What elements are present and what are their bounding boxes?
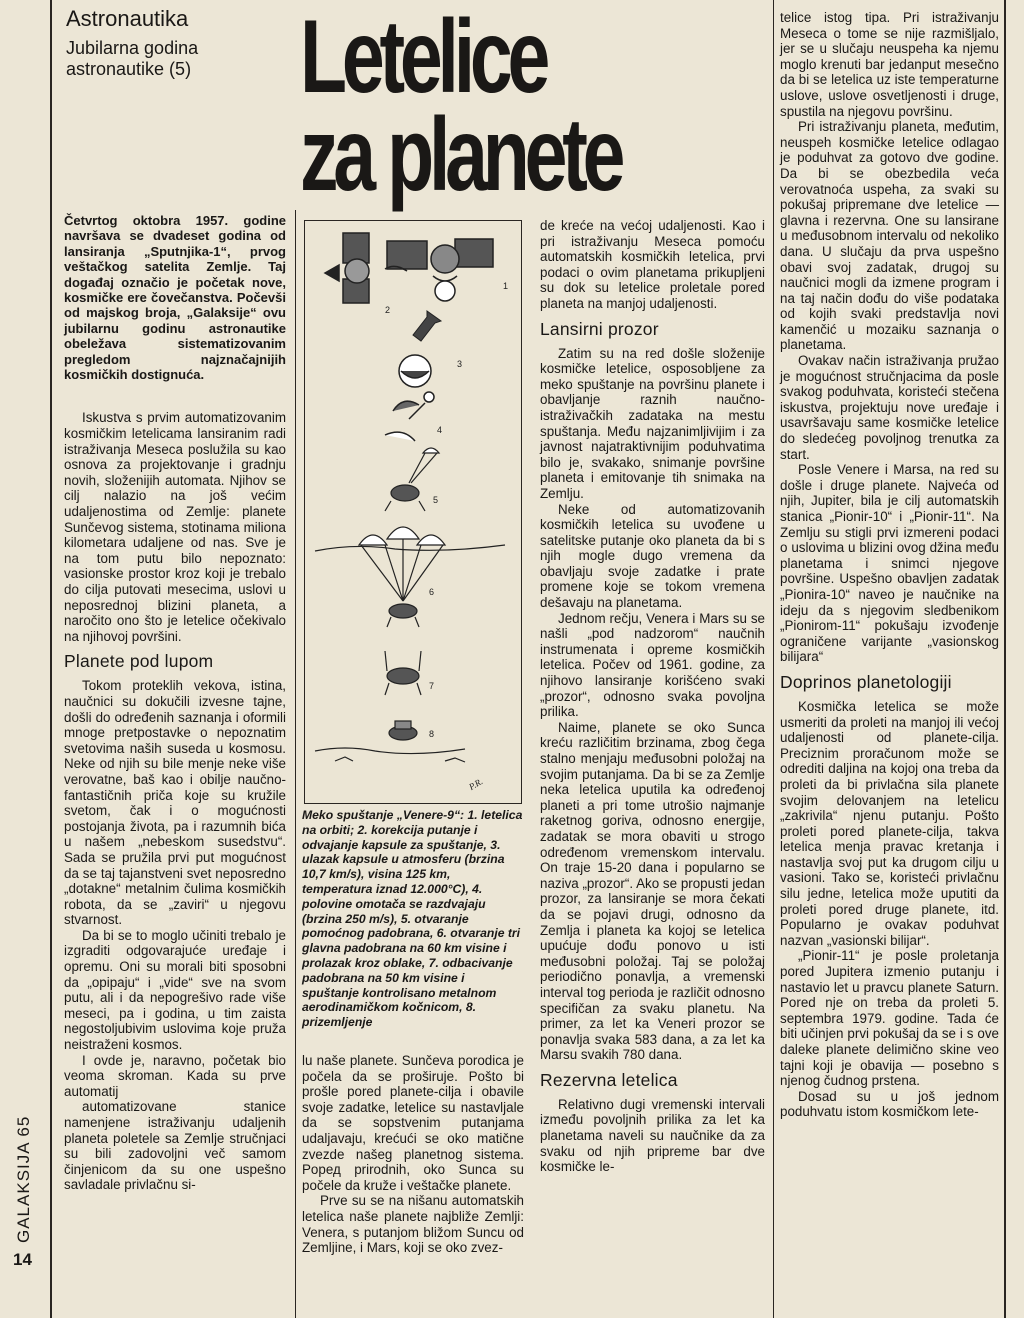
- section-title: Astronautika: [66, 6, 189, 31]
- arrow-icon: [413, 311, 441, 341]
- figure-caption-box: [302, 808, 524, 1030]
- title-line2: za planete: [300, 97, 621, 213]
- subsection-line1: Jubilarna godina: [66, 38, 199, 58]
- col4-paragraph: Pri istraživanju planeta, međutim, neuspeh kosmičke letelice odlagao je poduhvat za gotovo dve godine. Da bi se obezbedila veća verovatnoća uspeha, za svaki su pokušaj pripremane dve letelice — glavna i rezervna. One su lansirane u međusobnom intervalu od nekoliko dana. U slučaju da prva uspešno obavi svoj zadatak, drugoj su naučnici mogli da izmene program i na taj način dođu do više podataka od kojih svaki predstavlja novi kamenčić u mozaiku saznanja o planetama.: [780, 119, 999, 353]
- main-title: [300, 0, 770, 213]
- lead-paragraph: Četvrtog oktobra 1957. godine navršava se dvadeset godina od lansiranja „Sputnjika-1“, prvog veštačkog satelita Zemlje. Taj događaj označio je početak nove, kosmičke ere čovečanstva. Počevši od majskog broja, „Galaksije“ ovu jubilarnu godinu astronautike obeležava sistematizovanim pregledom najznačajnijih kosmičkih dostignuća.: [64, 213, 286, 383]
- col1-paragraph: I ovde je, naravno, početak bio veoma skroman. Kada su prve automatij: [64, 1052, 286, 1099]
- capsule-icon: [399, 355, 431, 387]
- col3-paragraph: de kreće na većoj udaljenosti. Kao i pri istraživanju Meseca pomoću automatskih kosmičkih letelica, prvi podaci o ovim planetama prikupljeni su dok su letelice proletale pored planeta na manjoj udaljenosti.: [540, 218, 765, 311]
- column-rule-1: [295, 210, 296, 1318]
- heading-rezervna-letelica: Rezervna letelica: [540, 1069, 678, 1090]
- figure-label: 4: [437, 425, 443, 435]
- col4-paragraph: „Pionir-11“ je posle proletanja pored Jupitera izmenio putanju i nastavio let u pravcu planete Saturn. Pored nje on treba da proleti 5. septembra 1979. godine. Tada će biti učinjen prvi pokušaj da se i s ove daleke planete delimično skine veo tajni koji je obavija — posebno s njenog čudnog prstena.: [780, 948, 999, 1089]
- heading-planete-pod-lupom: Planete pod lupom: [64, 651, 214, 672]
- col2-paragraph: lu naše planete. Sunčeva porodica je počela da se proširuje. Pošto bi prošle pored planete-cilja i obavile svoje zadatke, letelice su nastavljale da se sopstvenim putanjama udaljavaju, krećući se oko matične zvezde našeg planetnog sistema. Poред prirodnih, oko Sunca su počele da kruže i veštačke planete.: [302, 1053, 524, 1193]
- figure-caption: Meko spuštanje „Venere-9“: 1. letelica na orbiti; 2. korekcija putanje i odvajanje kapsule za spuštanje, 3. ulazak kapsule u atmosferu (brzina 10,7 km/s), visina 125 km, temperatura iznad 12.000°C), 4. polovine omotača se razdvajaju (brzina 250 m/s), 5. otvaranje pomoćnog padobrana, 6. otvaranje tri glavna padobrana na 60 km visine i prolazak kroz oblake, 7. odbacivanje padobrana na 50 km visine i spuštanje kontrolisano metalnom aerodinamičkom kočnicom, 8. prizemljenje: [302, 808, 523, 1030]
- col1-paragraph: automatizovane stanice namenjene istraživanju udaljenih planeta poletele sa Zemlje stručnjaci su bili zadovoljni več samom činjenicom da su one uspešno savladale privlačnu si-: [64, 1099, 286, 1193]
- col3-paragraph: Naime, planete se oko Sunca kreću različitim brzinama, zbog čega stalno menjaju međusobni položaj na svojim putanjama. Da bi se za Zemlje neka letelica uputila ka određenoj planeti a pri tome utrošio najmanje raketnog goriva, odnosno energije, zadatak se mora obaviti u strogo određenom vremenskom intervalu. On traje 15-20 dana i popularno se naziva „prozor“. Ako se propusti jedan prozor, za lansiranje se mora čekati da se pojavi drugi, odnosno da Zemlja i planeta ka kojoj se letelica upućuje dođu ponovo u isti međusobni položaj. Taj se položaj periodično ponavlja, a vremenski interval tog perioda je različit odnosno specifičan za svaku planetu. Na primer, za let ka Veneri prozor se ponavlja svaka 583 dana, a za let ka Marsu svakih 780 dana.: [540, 719, 765, 1063]
- magazine-label: GALAKSIJA 65: [14, 1115, 33, 1243]
- spacecraft-icon: [387, 239, 493, 301]
- column-3: [540, 218, 765, 1175]
- col4-paragraph: Posle Venere i Marsa, na red su došle i druge planete. Najveća od njih, Jupiter, bila je cilj automatskih stanica „Pionir-10“ i „Pionir-11“. Na Zemlju su stigli prvi izmereni podaci o uslovima u blizini ovog džina među planetama i snimci njegove površine. Uspešno obavljen zadatak „Pionira-10“ naveo je naučnike na ideju da s njegovim sledbenikom „Pionirom-11“ pokušaju izvođenje ograničene varijante „vasionskog bilijara“: [780, 462, 999, 665]
- parachute-icon: [315, 527, 505, 627]
- column-4: [780, 10, 999, 1120]
- figure-label: 5: [433, 495, 439, 505]
- lander-icon: [385, 651, 421, 695]
- heading-doprinos-planetologiji: Doprinos planetologiji: [780, 671, 952, 692]
- col3-paragraph: Zatim su na red došle složenije kosmičke letelice, osposobljene za meko spuštanje na površinu planete i obavljanje raznih naučno-istraživačkih zadataka na mestu spuštanja. Među najzanimljivijim i za javnost najatraktivnijim poduhvatima bilo je, svakako, snimanje površine planeta i emitovanje tih snimaka na Zemlju.: [540, 345, 765, 501]
- column-1: [64, 213, 286, 1193]
- col1-paragraph: Tokom proteklih vekova, istina, naučnici su dokučili izvesne tajne, došli do određenih saznanja i oformili mnoge pretpostavke o nepoznatim svetovima naših suseda u kosmosu. Neke od njih su bile menje neke više verovatne, baš kao i obilje naučno-fantastičnih priča koje su kružile svetom, čak i o mogućnosti postojanja života, pa i razumnih bića u našem „nebeskom susedstvu“. Sada se pružila prvi put mogućnost da se taj tajanstveni svet neposredno „dotakne“ metalnim čulima kosmičkih robota, da se „zaviri“ u njegovu stvarnost.: [64, 678, 286, 928]
- column-rule-3: [773, 0, 774, 1318]
- subsection-line2: astronautike (5): [66, 59, 192, 79]
- figure-label: 1: [503, 281, 509, 291]
- parachute-icon: [385, 448, 439, 511]
- col1-paragraph: Da bi se to moglo učiniti trebalo je izgraditi odgovarajuće uređaje i opremu. Oni su morali biti sposobni da „opipaju“ i „vide“ sve na svom putu, ali i da nepogrešivo rade više meseci, pa i godina, u tim zaista negostoljubivim uslovima koje pruža neistraženi kosmos.: [64, 927, 286, 1053]
- heading-lansirni-prozor: Lansirni prozor: [540, 318, 659, 339]
- col4-paragraph: Dosad su u još jednom poduhvatu istom kosmičkom lete-: [780, 1088, 999, 1120]
- col4-paragraph: Ovakav način istraživanja pružao je mogućnost stručnjacima da posle svakog poduhvata, koristeći stečena iskustva, projektuju nove uređaje i usavršavaju same kosmičke letelice do sledećeg povoljnog trenutka za start.: [780, 353, 999, 462]
- col4-paragraph: Kosmička letelica se može usmeriti da proleti na manjoj ili većoj udaljenosti od planete-cilja. Preciznim proračunom može se odrediti daljina na kojoj ona treba da proleti da bi privlačna sila planete svojim delovanjem na letelicu „zakrivila“ njenu putanju. Pošto proleti pored planete-cilja, takva letelica menja pravac kretanja i nastavlja svoj put ka drugom cilju u vasioni. Tako se, koristeći privlačnu silu jedne, letelica može uputiti da proleti pored druge planete, itd. Popularno je ovakav poduhvat nazvan „vasionski bilijar“.: [780, 698, 999, 948]
- column-2: [302, 1053, 524, 1256]
- figure-label: 2: [385, 305, 391, 315]
- page-frame-right: [1004, 0, 1006, 1318]
- figure-label: 6: [429, 587, 435, 597]
- col3-paragraph: Relativno dugi vremenski intervali između povoljnih prilika za let ka planetama naveli su naučnike da za svaku od njih pripreme bar dve kosmičke le-: [540, 1096, 765, 1175]
- figure-frame: [304, 220, 522, 804]
- col3-paragraph: Jednom rečju, Venera i Mars su se našli „pod nadzorom“ naučnih instrumenata i opreme kosmičkih letelica. Počev od 1961. godine, za njihovo lansiranje korišćeno svaki „prozor“, odnosno svaka povoljna prilika.: [540, 610, 765, 720]
- col1-paragraph: Iskustva s prvim automatizovanim kosmičkim letelicama lansiranim radi istraživanja Meseca poslužila su kao osnova za projektovanje i gradnju novih, složenijih automata. Njihov se cilj nalazio na još većim udaljenostima od Zemlje: planete Sunčevog sistema, stotinama miliona kilometara udaljene od nas. Sve je na tom putu bilo nepoznato: vasionske prostor kroz koji je trebalo do cilja putovati mesecima, uslovi u neposrednoj blizini planeta, a naročito ono što je letelice očekivalo na njihovoj površini.: [64, 410, 286, 644]
- venera-landing-illustration: [305, 221, 521, 803]
- figure-label: 8: [429, 729, 435, 739]
- title-line1: Letelice: [300, 0, 546, 115]
- col2-paragraph: Prve su se na nišanu automatskih letelica naše planete najbliže Zemlji: Venera, s putanjom bližom Suncu od Zemljine, i Mars, koji se oko zvez-: [302, 1193, 524, 1256]
- col4-paragraph: telice istog tipa. Pri istraživanju Meseca o tome se nije razmišljalo, jer se u slučaju neuspeha ka njemu moglo krenuti bar jedanput mesečno da bi se letelica uz iste temperaturne uslove, uslove osvetljenosti i druge, spustila na njegovu površinu.: [780, 10, 999, 119]
- page-number: 14: [13, 1250, 32, 1269]
- col3-paragraph: Neke od automatizovanih kosmičkih letelica su uvođene u satelitske putanje oko planeta da bi s njih mogle dugo vremena da obavljaju svoje zadatke i prate promene koje se tokom vremena dešavaju na planetama.: [540, 501, 765, 611]
- figure-label: 3: [457, 359, 463, 369]
- page-frame-left: [50, 0, 52, 1318]
- header: [66, 6, 286, 80]
- capsule-icon: [385, 392, 434, 441]
- lander-icon: [315, 721, 465, 762]
- artist-signature: P.R.: [467, 776, 485, 792]
- figure-label: 7: [429, 681, 435, 691]
